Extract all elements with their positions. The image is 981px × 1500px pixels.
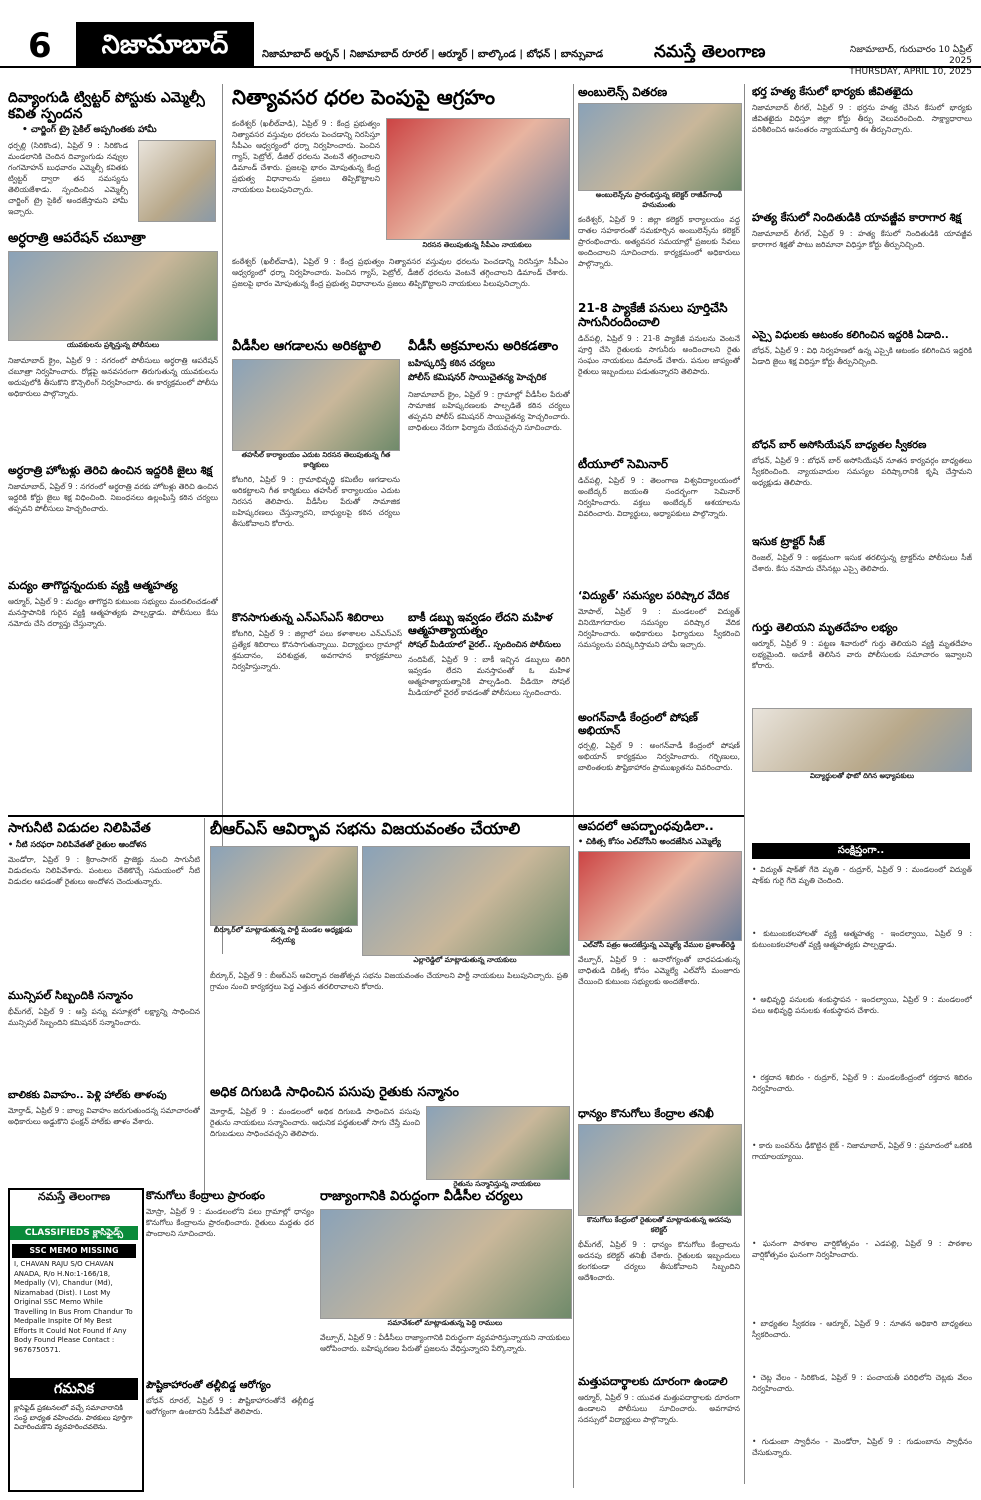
brief-item: • కుటుంబకలహాలతో వ్యక్తి ఆత్మహత్య - ఇందల్వాయి, ఏప్రిల్ 9 : కుటుంబకలహాలతో వ్యక్తి ఆత్మహత్యకు పాల్పడ్డాడు. bbox=[752, 929, 972, 949]
article-body: నందిపేట్, ఏప్రిల్ 9 : బాకీ ఇచ్చిన డబ్బులు తిరిగి ఇవ్వడం లేదని మనస్తాపంతో ఓ మహిళ ఆత్మహత్యాయత్నానికి పాల్పడింది. వీడియో సోషల్ మీడియాలో వైరల్ కావడంతో పోలీసులు స్పందించారు. bbox=[408, 655, 570, 698]
article-sand-tractor bbox=[752, 536, 972, 618]
headline: రాజ్యాంగానికి విరుద్ధంగా వీడీసీల చర్యలు bbox=[320, 1189, 523, 1204]
tweet-screenshot-photo bbox=[138, 140, 216, 222]
date-telugu: నిజామాబాద్, గురువారం 10 ఏప్రిల్ 2025 bbox=[849, 45, 972, 66]
farmer-photo bbox=[426, 1106, 570, 1180]
sankshiptanga-header: సంక్షిప్తంగా.. bbox=[752, 843, 970, 859]
article-hotel-jail bbox=[8, 465, 218, 577]
article-bar-association bbox=[752, 440, 972, 529]
article-municipal-felicitation bbox=[8, 990, 200, 1086]
brief-item: • ఘనంగా పాఠశాల వార్షికోత్సవం - ఎడపల్లి, ఏప్రిల్ 9 : పాఠశాల వార్షికోత్సవం ఘనంగా నిర్వహించారు. bbox=[752, 1239, 972, 1259]
headline: అంబులెన్స్ వితరణ bbox=[578, 85, 668, 99]
bullet-1: బహిష్కరిస్తే కఠిన చర్యలు bbox=[408, 358, 496, 369]
subheadline: సోషల్ మీడియాలో వైరల్.. స్పందించిన పోలీసులు bbox=[408, 640, 561, 650]
headline: నిత్యావసర ధరల పెంపుపై ఆగ్రహం bbox=[232, 85, 495, 109]
headline: దివ్యాంగుడి ట్విట్టర్ పోస్టుకు ఎమ్మెల్సీ కవిత స్పందన bbox=[8, 90, 205, 123]
article-tu-seminar bbox=[578, 458, 740, 583]
article-body: కంఠేశ్వర్ (ఖలీల్‌వాడి), ఏప్రిల్ 9 : కేంద్ర ప్రభుత్వం నిత్యావసర వస్తువుల ధరలను పెంచడాన్ని నిరసిస్తూ సీపీఎం ఆధ్వర్యంలో ధర్నా నిర్వహించారు. పెంచిన గ్యాస్, పెట్రోల్, డీజిల్ ధరలను వెంటనే తగ్గించాలని డిమాండ్ చేశారు. ప్రజలపై భారం మోపుతున్న కేంద్ర ప్రభుత్వ విధానాలను ప్రజలు తిప్పికొట్టాలని నాయకులు పిలుపునిచ్చారు. bbox=[232, 119, 380, 194]
photo-caption-left: బీర్కూర్‌లో మాట్లాడుతున్న పార్టీ మండల అధ్యక్షుడు నర్సయ్య bbox=[213, 926, 353, 944]
newspaper-brand: నమస్తే తెలంగాణ bbox=[654, 42, 766, 62]
article-body: కంఠేశ్వర్, ఏప్రిల్ 9 : జిల్లా కలెక్టర్ కార్యాలయం వద్ద దాతల సహకారంతో సమకూర్చిన అంబులెన్స్‌ను కలెక్టర్ ప్రారంభించారు. అత్యవసర సమయాల్లో ప్రజలకు సేవలు అందించాలని సూచించారు. కార్యక్రమంలో అధికారులు పాల్గొన్నారు. bbox=[578, 214, 740, 268]
article-kavitha bbox=[8, 90, 218, 232]
dateline bbox=[846, 45, 972, 78]
notice-text: క్లాసిఫైడ్ ప్రకటనలలో వచ్చే సమాచారానికి సంస్థ బాధ్యత వహించదు. పాఠకులు పూర్తిగా విచారించుకొని వ్యవహరించవలెను. bbox=[14, 1404, 133, 1431]
article-nutrition bbox=[146, 1380, 314, 1485]
headline: మత్తుపదార్థాలకు దూరంగా ఉండాలి bbox=[578, 1375, 728, 1388]
headline: అర్ధరాత్రి ఆపరేషన్ చబూత్రా bbox=[8, 231, 146, 246]
headline: టీయూలో సెమినార్ bbox=[578, 457, 668, 471]
article-body: కోటగిరి, ఏప్రిల్ 9 : గ్రామాభివృద్ధి కమిటీల ఆగడాలను అరికట్టాలని గీత కార్మికులు తహసీల్ కార్యాలయం ఎదుట నిరసన తెలిపారు. వీడీసీల పేరుతో సామాజిక బహిష్కరణలు చేస్తున్నారని, బాధ్యులపై కఠిన చర్యలు తీసుకోవాలని కోరారు. bbox=[232, 474, 400, 528]
brief-item: • కారు బంపర్‌ను ఢీకొట్టిన బైక్ - నిజామాబాద్, ఏప్రిల్ 9 : ప్రమాదంలో ఒకరికి గాయాలయ్యాయి. bbox=[752, 1141, 972, 1161]
article-vdc-commissioner bbox=[408, 340, 570, 595]
article-body: బోధన్ రూరల్, ఏప్రిల్ 9 : పౌష్టికాహారంతోనే తల్లీబిడ్డ ఆరోగ్యంగా ఉంటారని సీడీపీవో తెలిపారు. bbox=[146, 1395, 314, 1416]
district-logo: నిజామాబాద్ bbox=[76, 22, 254, 68]
headline: ఎస్సై విధులకు ఆటంకం కలిగించిన ఇద్దరికి ఏడాది.. bbox=[752, 330, 949, 341]
article-body: బోధన్, ఏప్రిల్ 9 : విధి నిర్వహణలో ఉన్న ఎస్సైకి ఆటంకం కలిగించిన ఇద్దరికి ఏడాది జైలు శిక్ష విధిస్తూ కోర్టు తీర్పునిచ్చింది. bbox=[752, 345, 972, 366]
photo-caption: ఎల్‌వోసీ పత్రం అందజేస్తున్న ఎమ్మెల్యే వేముల ప్రశాంత్‌రెడ్డి bbox=[582, 940, 736, 949]
article-body: కోటగిరి, ఏప్రిల్ 9 : జిల్లాలో పలు కళాశాలల ఎన్‌ఎస్‌ఎస్ ప్రత్యేక శిబిరాలు కొనసాగుతున్నాయి. విద్యార్థులు గ్రామాల్లో శ్రమదానం, పరిశుభ్రత, అవగాహన కార్యక్రమాలు నిర్వహిస్తున్నారు. bbox=[232, 628, 402, 671]
article-price-hike bbox=[232, 85, 568, 288]
column-rule bbox=[573, 818, 574, 1488]
article-body: ఆర్మూర్, ఏప్రిల్ 9 : యువత మత్తుపదార్థాలకు దూరంగా ఉండాలని పోలీసులు సూచించారు. అవగాహన సదస్సులో విద్యార్థులు పాల్గొన్నారు. bbox=[578, 1392, 740, 1424]
headline: సాగునీటి విడుదల నిలిపివేత bbox=[8, 821, 151, 836]
article-mla-loc bbox=[578, 820, 740, 1074]
article-body: భీమ్‌గల్, ఏప్రిల్ 9 : ఆస్తి పన్ను వసూళ్లలో లక్ష్యాన్ని సాధించిన మున్సిపల్ సిబ్బందిని కమిషనర్ సన్మానించారు. bbox=[8, 1006, 200, 1027]
article-irrigation-stop bbox=[8, 822, 200, 980]
date-english: THURSDAY, APRIL 10, 2025 bbox=[849, 67, 972, 77]
article-si-obstruction bbox=[752, 330, 972, 435]
article-body: నిజామాబాద్ లీగల్, ఏప్రిల్ 9 : భర్తను హత్య చేసిన కేసులో భార్యకు జీవితఖైదు విధిస్తూ జిల్లా కోర్టు తీర్పు వెలువరించింది. సాక్ష్యాధారాలు పరిశీలించిన అనంతరం న్యాయమూర్తి ఈ తీర్పునిచ్చారు. bbox=[752, 102, 972, 134]
headline: కొనుగోలు కేంద్రాలు ప్రారంభం bbox=[146, 1189, 266, 1202]
photo-caption: అంబులెన్స్‌ను ప్రారంభిస్తున్న కలెక్టర్ రాజీవ్‌గాంధీ హనుమంతు bbox=[595, 190, 723, 209]
article-body: రెంజల్, ఏప్రిల్ 9 : అక్రమంగా ఇసుక తరలిస్తున్న ట్రాక్టర్‌ను పోలీసులు సీజ్ చేశారు. కేసు నమోదు చేసినట్లు ఎస్సై తెలిపారు. bbox=[752, 552, 972, 573]
article-body: మోస్రా, ఏప్రిల్ 9 : మండలంలోని పలు గ్రామాల్లో ధాన్యం కొనుగోలు కేంద్రాలను ప్రారంభించారు. రైతులు మద్దతు ధర పొందాలని సూచించారు. bbox=[146, 1206, 314, 1238]
photo-caption: కొనుగోలు కేంద్రంలో రైతులతో మాట్లాడుతున్న అదనపు కలెక్టర్ bbox=[587, 1215, 731, 1234]
article-vdc-protest bbox=[232, 340, 400, 598]
article-package-21-8 bbox=[578, 302, 740, 425]
ambulance-photo bbox=[578, 103, 742, 191]
article-drugs-awareness bbox=[578, 1376, 740, 1488]
photo-caption: యువకులను ప్రశ్నిస్తున్న పోలీసులు bbox=[66, 340, 160, 349]
edition-subnav: నిజామాబాద్ అర్బన్ | నిజామాబాద్ రూరల్ | ఆర్మూర్ | బాల్కొండ | బోధన్ | బాన్సువాడ bbox=[262, 49, 604, 60]
headline: అంగన్‌వాడీ కేంద్రంలో పోషణ్ అభియాన్ bbox=[578, 711, 698, 737]
photo-caption: విద్యార్థులతో ఫొటో దిగిన అధ్యాపకులు bbox=[810, 771, 914, 780]
headline: మద్యం తాగొద్దన్నందుకు వ్యక్తి ఆత్మహత్య bbox=[8, 579, 178, 592]
article-body: ధర్పల్లి (సిరికొండ), ఏప్రిల్ 9 : సిరికొండ మండలానికి చెందిన దివ్యాంగుడు నవ్వుల గంగమోహన్ బుధవారం ఎమ్మెల్సీ కవితకు ట్విట్టర్ ద్వారా తన సమస్యను తెలియజేశాడు. స్పందించిన ఎమ్మెల్సీ చార్జింగ్ ట్రై సైకిల్ అందజేస్తామని హామీ ఇచ్చారు. bbox=[8, 141, 128, 217]
article-turmeric-farmer bbox=[210, 1085, 568, 1188]
brief-item: • బాధ్యతల స్వీకరణ - ఆర్మూర్, ఏప్రిల్ 9 : నూతన అధికారి బాధ్యతలు స్వీకరించారు. bbox=[752, 1319, 972, 1339]
article-woman-suicide-attempt bbox=[408, 612, 570, 804]
article-body: నిజామాబాద్ క్రైం, ఏప్రిల్ 9 : నగరంలో పోలీసులు అర్ధరాత్రి ఆపరేషన్ చబూత్రా నిర్వహించారు. రోడ్లపై అనవసరంగా తిరుగుతున్న యువకులను అదుపులోకి తీసుకొని కౌన్సెలింగ్ నిర్వహించారు. ఈ కార్యక్రమంలో పోలీసు అధికారులు పాల్గొన్నారు. bbox=[8, 355, 218, 398]
subheadline: • నీటి సరఫరా నిలిపివేతతో రైతుల ఆందోళన bbox=[8, 839, 147, 849]
protest-photo bbox=[386, 118, 570, 240]
brief-item: • చెట్ల వేలం - సిరికొండ, ఏప్రిల్ 9 : పంచాయతీ పరిధిలోని చెట్లకు వేలం నిర్వహించారు. bbox=[752, 1373, 972, 1393]
article-body: బీర్కూర్, ఏప్రిల్ 9 : బీఆర్‌ఎస్ ఆవిర్భావ రజతోత్సవ సభను విజయవంతం చేయాలని పార్టీ నాయకులు పిలుపునిచ్చారు. ప్రతి గ్రామం నుంచి కార్యకర్తలు పెద్ద ఎత్తున తరలిరావాలని కోరారు. bbox=[210, 971, 568, 991]
headline: బాలికకు వివాహం.. పెళ్లి హాల్‌కు తాళంపు bbox=[8, 1090, 167, 1101]
meeting-photo-right bbox=[362, 846, 570, 956]
article-body: నిజామాబాద్, ఏప్రిల్ 9 : నగరంలో అర్ధరాత్రి వరకు హోటళ్లు తెరిచి ఉంచిన ఇద్దరికి కోర్టు జైలు శిక్ష విధించింది. నిబంధనలు ఉల్లంఘిస్తే కఠిన చర్యలు తప్పవని పోలీసులు హెచ్చరించారు. bbox=[8, 481, 218, 513]
article-purchase-centres bbox=[146, 1190, 314, 1378]
protest-photo bbox=[232, 359, 400, 451]
police-photo bbox=[8, 251, 218, 341]
article-body: నిజామాబాద్ లీగల్, ఏప్రిల్ 9 : హత్య కేసులో నిందితుడికి యావజ్జీవ కారాగార శిక్షతో పాటు జరిమానా విధిస్తూ కోర్టు తీర్పునిచ్చింది. bbox=[752, 228, 972, 249]
article-life-sentence-accused bbox=[752, 212, 972, 324]
article-vdc-constitution bbox=[320, 1190, 570, 1472]
article-body: ధర్పల్లి, ఏప్రిల్ 9 : అంగన్‌వాడీ కేంద్రంలో పోషణ్ అభియాన్ కార్యక్రమం నిర్వహించారు. గర్భిణులు, బాలింతలకు పౌష్టికాహారం ప్రాముఖ్యతను వివరించారు. bbox=[578, 741, 740, 773]
classified-band: CLASSIFIEDS క్లాసిఫైడ్స్ bbox=[10, 1226, 138, 1240]
headline: ‘విద్యుత్’ సమస్యల పరిష్కార వేదిక bbox=[578, 589, 730, 602]
photo-caption: సమావేశంలో మాట్లాడుతున్న పెద్ది రాములు bbox=[387, 1318, 503, 1327]
article-grain-inspection bbox=[578, 1108, 740, 1347]
article-body: మెండోరా, ఏప్రిల్ 9 : శ్రీరాంసాగర్ ప్రాజెక్టు నుంచి సాగునీటి విడుదలను నిలిపివేశారు. పంటలు చేతికొచ్చే సమయంలో నీటి విడుదల ఆపడంతో రైతులు ఆందోళన చెందుతున్నారు. bbox=[8, 854, 200, 886]
classified-brand: నమస్తే తెలంగాణ bbox=[10, 1190, 138, 1226]
mla-photo bbox=[578, 851, 742, 941]
headline: ఇసుక ట్రాక్టర్ సీజ్ bbox=[752, 535, 825, 548]
brief-item: • అభివృద్ధి పనులకు శంకుస్థాపన - ఇందల్వాయి, ఏప్రిల్ 9 : మండలంలో పలు అభివృద్ధి పనులకు శంకుస్థాపన చేశారు. bbox=[752, 995, 972, 1015]
article-body: డిచ్‌పల్లి, ఏప్రిల్ 9 : 21-8 ప్యాకేజీ పనులను వెంటనే పూర్తి చేసి రైతులకు సాగునీరు అందించాలని రైతు సంఘం నాయకులు డిమాండ్ చేశారు. పనుల జాప్యంతో రైతులు ఇబ్బందులు పడుతున్నారని తెలిపారు. bbox=[578, 333, 740, 376]
headline: ఆపదలో ఆపద్బాంధవుడిలా.. bbox=[578, 819, 714, 833]
brief-item: • రక్తదాన శిబిరం - రుద్రూర్, ఏప్రిల్ 9 : మండలకేంద్రంలో రక్తదాన శిబిరం నిర్వహించారు. bbox=[752, 1073, 972, 1093]
brief-item: • విద్యుత్ షాక్‌తో గేదె మృతి - రుద్రూర్, ఏప్రిల్ 9 : మండలంలో విద్యుత్ షాక్‌కు గురై గేదె మృతి చెందింది. bbox=[752, 865, 972, 885]
brief-item: • గుడుంబా స్వాధీనం - మెండోరా, ఏప్రిల్ 9 : గుడుంబాను స్వాధీనం చేసుకున్నారు. bbox=[752, 1437, 972, 1457]
article-electricity-forum bbox=[578, 590, 740, 706]
article-body: మోర్తాడ్, ఏప్రిల్ 9 : బాల్య వివాహం జరుగుతుందన్న సమాచారంతో అధికారులు అడ్డుకొని ఫంక్షన్ హాల్‌కు తాళం వేశారు. bbox=[8, 1105, 200, 1126]
headline: 21-8 ప్యాకేజీ పనులు పూర్తిచేసి సాగునీరందించాలి bbox=[578, 301, 728, 329]
column-rule bbox=[204, 818, 205, 1198]
headline: హత్య కేసులో నిందితుడికి యావజ్జీవ కారాగార శిక్ష bbox=[752, 211, 962, 224]
article-body: ఆర్మూర్, ఏప్రిల్ 9 : పట్టణ శివారులో గుర్తు తెలియని వ్యక్తి మృతదేహం లభ్యమైంది. ఆచూకీ తెలిసిన వారు పోలీసులకు సమాచారం ఇవ్వాలని కోరారు. bbox=[752, 638, 972, 670]
article-body: మోర్తాడ్, ఏప్రిల్ 9 : మండలంలో అధిక దిగుబడి సాధించిన పసుపు రైతును నాయకులు సన్మానించారు. ఆధునిక పద్ధతులతో సాగు చేస్తే మంచి దిగుబడులు సాధించవచ్చని తెలిపారు. bbox=[210, 1107, 420, 1138]
article-operation-chabutra bbox=[8, 232, 218, 459]
headline: భర్త హత్య కేసులో భార్యకు జీవితఖైదు bbox=[752, 85, 913, 98]
photo-caption: నిరసన తెలుపుతున్న సీపీఎం నాయకులు bbox=[422, 241, 532, 249]
article-nss bbox=[232, 612, 402, 816]
headline: మున్సిపల్ సిబ్బందికి సన్మానం bbox=[8, 989, 133, 1002]
headline: అర్ధరాత్రి హోటళ్లు తెరిచి ఉంచిన ఇద్దరికి జైలు శిక్ష bbox=[8, 464, 213, 477]
article-unknown-body bbox=[752, 622, 972, 782]
article-poshan-abhiyan bbox=[578, 712, 740, 828]
subheadline: • చార్జింగ్ ట్రై సైకిల్ అప్పగింతకు హామీ bbox=[22, 125, 157, 136]
headline: కొనసాగుతున్న ఎన్‌ఎస్‌ఎస్ శిబిరాలు bbox=[232, 611, 384, 624]
headline: అధిక దిగుబడి సాధించిన పసుపు రైతుకు సన్మానం bbox=[210, 1085, 459, 1100]
article-ambulance bbox=[578, 86, 740, 302]
headline: బోధన్ బార్ అసోసియేషన్ బాధ్యతల స్వీకరణ bbox=[752, 440, 927, 451]
article-brs-meeting bbox=[210, 819, 568, 991]
headline: వీడీసీ అక్రమాలను అరికడతాం bbox=[408, 339, 559, 354]
article-body: వేల్పూర్, ఏప్రిల్ 9 : అనారోగ్యంతో బాధపడుతున్న బాధితుడి చికిత్స కోసం ఎమ్మెల్యే ఎల్‌వోసీ మంజూరు చేయించి కుటుంబ సభ్యులకు అందజేశారు. bbox=[578, 954, 740, 986]
section-rule bbox=[8, 815, 744, 817]
article-body-cont: కంఠేశ్వర్ (ఖలీల్‌వాడి), ఏప్రిల్ 9 : కేంద్ర ప్రభుత్వం నిత్యావసర వస్తువుల ధరలను పెంచడాన్ని నిరసిస్తూ సీపీఎం ఆధ్వర్యంలో ధర్నా నిర్వహించారు. పెంచిన గ్యాస్, పెట్రోల్, డీజిల్ ధరలను వెంటనే తగ్గించాలని డిమాండ్ చేశారు. ప్రజలపై భారం మోపుతున్న కేంద్ర ప్రభుత్వ విధానాలను ప్రజలు తిప్పికొట్టాలని నాయకులు పిలుపునిచ్చారు. bbox=[232, 257, 568, 288]
article-body: డిచ్‌పల్లి, ఏప్రిల్ 9 : తెలంగాణ విశ్వవిద్యాలయంలో అంబేద్కర్ జయంతి సందర్భంగా సెమినార్ నిర్వహించారు. వక్తలు అంబేద్కర్ ఆశయాలను వివరించారు. విద్యార్థులు, అధ్యాపకులు పాల్గొన్నారు. bbox=[578, 475, 740, 518]
subheadline: • చికిత్స కోసం ఎల్‌వోసీని అందజేసిన ఎమ్మెల్యే bbox=[578, 836, 721, 846]
column-rule bbox=[744, 84, 745, 1484]
photo-caption: తహసీల్ కార్యాలయం ఎదుట నిరసన తెలుపుతున్న గీత కార్మికులు bbox=[241, 450, 391, 469]
page-number: 6 bbox=[28, 26, 52, 66]
photo-caption-right: ఎల్లారెడ్డిలో మాట్లాడుతున్న నాయకులు bbox=[413, 956, 517, 964]
meeting-photo-left bbox=[210, 846, 358, 926]
article-body: భీమ్‌గల్, ఏప్రిల్ 9 : ధాన్యం కొనుగోలు కేంద్రాలను అదనపు కలెక్టర్ తనిఖీ చేశారు. రైతులకు ఇబ్బందులు కలగకుండా చర్యలు తీసుకోవాలని సిబ్బందిని ఆదేశించారు. bbox=[578, 1239, 740, 1282]
headline: గుర్తు తెలియని మృతదేహం లభ్యం bbox=[752, 621, 898, 634]
bullet-2: పోలీస్ కమిషనర్ సాయిచైతన్య హెచ్చరిక bbox=[408, 372, 547, 383]
students-photo bbox=[752, 708, 972, 772]
meeting-hall-photo bbox=[320, 1209, 572, 1319]
headline: వీడీసీల ఆగడాలను అరికట్టాలి bbox=[232, 339, 381, 354]
notice-title: గమనిక bbox=[10, 1378, 138, 1400]
article-body: మోపాల్, ఏప్రిల్ 9 : మండలంలో విద్యుత్ వినియోగదారుల సమస్యల పరిష్కార వేదిక నిర్వహించారు. అధికారులు ఫిర్యాదులు స్వీకరించి సమస్యలను పరిష్కరిస్తామని హామీ ఇచ్చారు. bbox=[578, 606, 740, 649]
article-body: వేల్పూర్, ఏప్రిల్ 9 : వీడీసీలు రాజ్యాంగానికి విరుద్ధంగా వ్యవహరిస్తున్నాయని నాయకులు ఆరోపించారు. బహిష్కరణల పేరుతో ప్రజలను వేధిస్తున్నారని పేర్కొన్నారు. bbox=[320, 1332, 570, 1353]
article-body: బోధన్, ఏప్రిల్ 9 : బోధన్ బార్ అసోసియేషన్ నూతన కార్యవర్గం బాధ్యతలు స్వీకరించింది. న్యాయవాదుల సమస్యల పరిష్కారానికి కృషి చేస్తామని అధ్యక్షుడు తెలిపారు. bbox=[752, 455, 972, 487]
article-suicide bbox=[8, 580, 218, 726]
headline: పౌష్టికాహారంతో తల్లీబిడ్డ ఆరోగ్యం bbox=[146, 1380, 271, 1391]
headline: బీఆర్‌ఎస్ ఆవిర్భావ సభను విజయవంతం చేయాలి bbox=[210, 819, 521, 838]
article-child-marriage bbox=[8, 1090, 200, 1185]
sankshiptanga-list bbox=[752, 864, 972, 1488]
article-body: నిజామాబాద్ క్రైం, ఏప్రిల్ 9 : గ్రామాల్లో వీడీసీల పేరుతో సామాజిక బహిష్కరణలకు పాల్పడితే కఠిన చర్యలు తప్పవని పోలీస్ కమిషనర్ సాయిచైతన్య హెచ్చరించారు. బాధితులు నేరుగా ఫిర్యాదు చేయవచ్చని సూచించారు. bbox=[408, 389, 570, 432]
headline: బాకీ డబ్బు ఇవ్వడం లేదని మహిళ ఆత్మహత్యాయత్నం bbox=[408, 611, 553, 637]
headline: ధాన్యం కొనుగోలు కేంద్రాల తనిఖీ bbox=[578, 1107, 714, 1120]
article-body: ఆర్మూర్, ఏప్రిల్ 9 : మద్యం తాగొద్దని కుటుంబ సభ్యులు మందలించడంతో మనస్తాపానికి గురైన వ్యక్తి ఆత్మహత్యకు పాల్పడ్డాడు. పోలీసులు కేసు నమోదు చేసి దర్యాప్తు చేస్తున్నారు. bbox=[8, 596, 218, 628]
memo-text: I, CHAVAN RAJU S/O CHAVAN ANADA, R/o H.No:1-166/18, Medpally (V), Chandur (Md), Nizamabad (Dist). I Lost My Original SSC Memo While Travelling In Bus From Chandur To Medpalle Inspite Of My Best Efforts It Could Not Found If Any Body Found Please Contact : 9676750571. bbox=[14, 1260, 133, 1354]
photo-caption: రైతును సన్మానిస్తున్న నాయకులు bbox=[453, 1180, 541, 1188]
memo-title: SSC MEMO MISSING bbox=[12, 1244, 136, 1258]
inspection-photo bbox=[578, 1124, 742, 1216]
article-life-sentence-wife bbox=[752, 86, 972, 206]
